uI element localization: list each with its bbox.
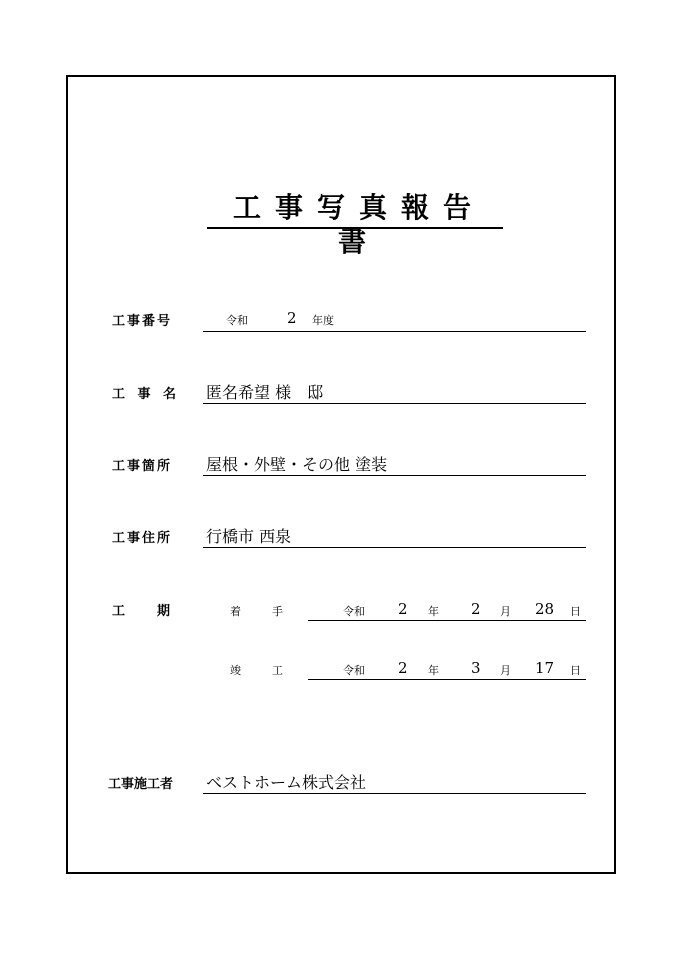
end-era: 令和 bbox=[343, 664, 365, 677]
title-underline bbox=[207, 227, 503, 229]
number-suffix: 年度 bbox=[312, 314, 334, 327]
start-underline bbox=[308, 620, 586, 621]
end-day-unit: 日 bbox=[570, 664, 581, 677]
start-month-unit: 月 bbox=[500, 605, 511, 618]
start-day-unit: 日 bbox=[570, 605, 581, 618]
name-underline bbox=[203, 403, 586, 404]
start-month: 2 bbox=[471, 600, 481, 618]
number-underline bbox=[203, 331, 586, 332]
label-number: 工事番号 bbox=[112, 314, 173, 329]
end-year-unit: 年 bbox=[428, 664, 439, 677]
location-value: 屋根・外壁・その他 塗装 bbox=[206, 455, 388, 474]
label-period: 工 期 bbox=[112, 604, 173, 619]
number-year: 2 bbox=[287, 309, 297, 327]
start-year-unit: 年 bbox=[428, 605, 439, 618]
number-era: 令和 bbox=[226, 314, 248, 327]
start-day: 28 bbox=[535, 600, 555, 618]
end-label: 竣 工 bbox=[230, 664, 293, 677]
document-title: 工事写真報告書 bbox=[232, 191, 485, 258]
name-value: 匿名希望 様 邸 bbox=[206, 383, 324, 402]
start-year: 2 bbox=[398, 600, 408, 618]
start-era: 令和 bbox=[343, 605, 365, 618]
location-underline bbox=[203, 475, 586, 476]
label-name: 工 事 名 bbox=[112, 387, 181, 402]
end-underline bbox=[308, 679, 586, 680]
end-month: 3 bbox=[471, 659, 481, 677]
address-underline bbox=[203, 547, 586, 548]
label-location: 工事箇所 bbox=[112, 459, 173, 474]
end-day: 17 bbox=[535, 659, 555, 677]
contractor-underline bbox=[203, 793, 586, 794]
end-year: 2 bbox=[398, 659, 408, 677]
start-label: 着 手 bbox=[230, 605, 293, 618]
contractor-value: ベストホーム株式会社 bbox=[206, 773, 367, 792]
label-address: 工事住所 bbox=[112, 531, 173, 546]
end-month-unit: 月 bbox=[500, 664, 511, 677]
address-value: 行橋市 西泉 bbox=[206, 527, 292, 546]
label-contractor: 工事施工者 bbox=[108, 777, 174, 792]
